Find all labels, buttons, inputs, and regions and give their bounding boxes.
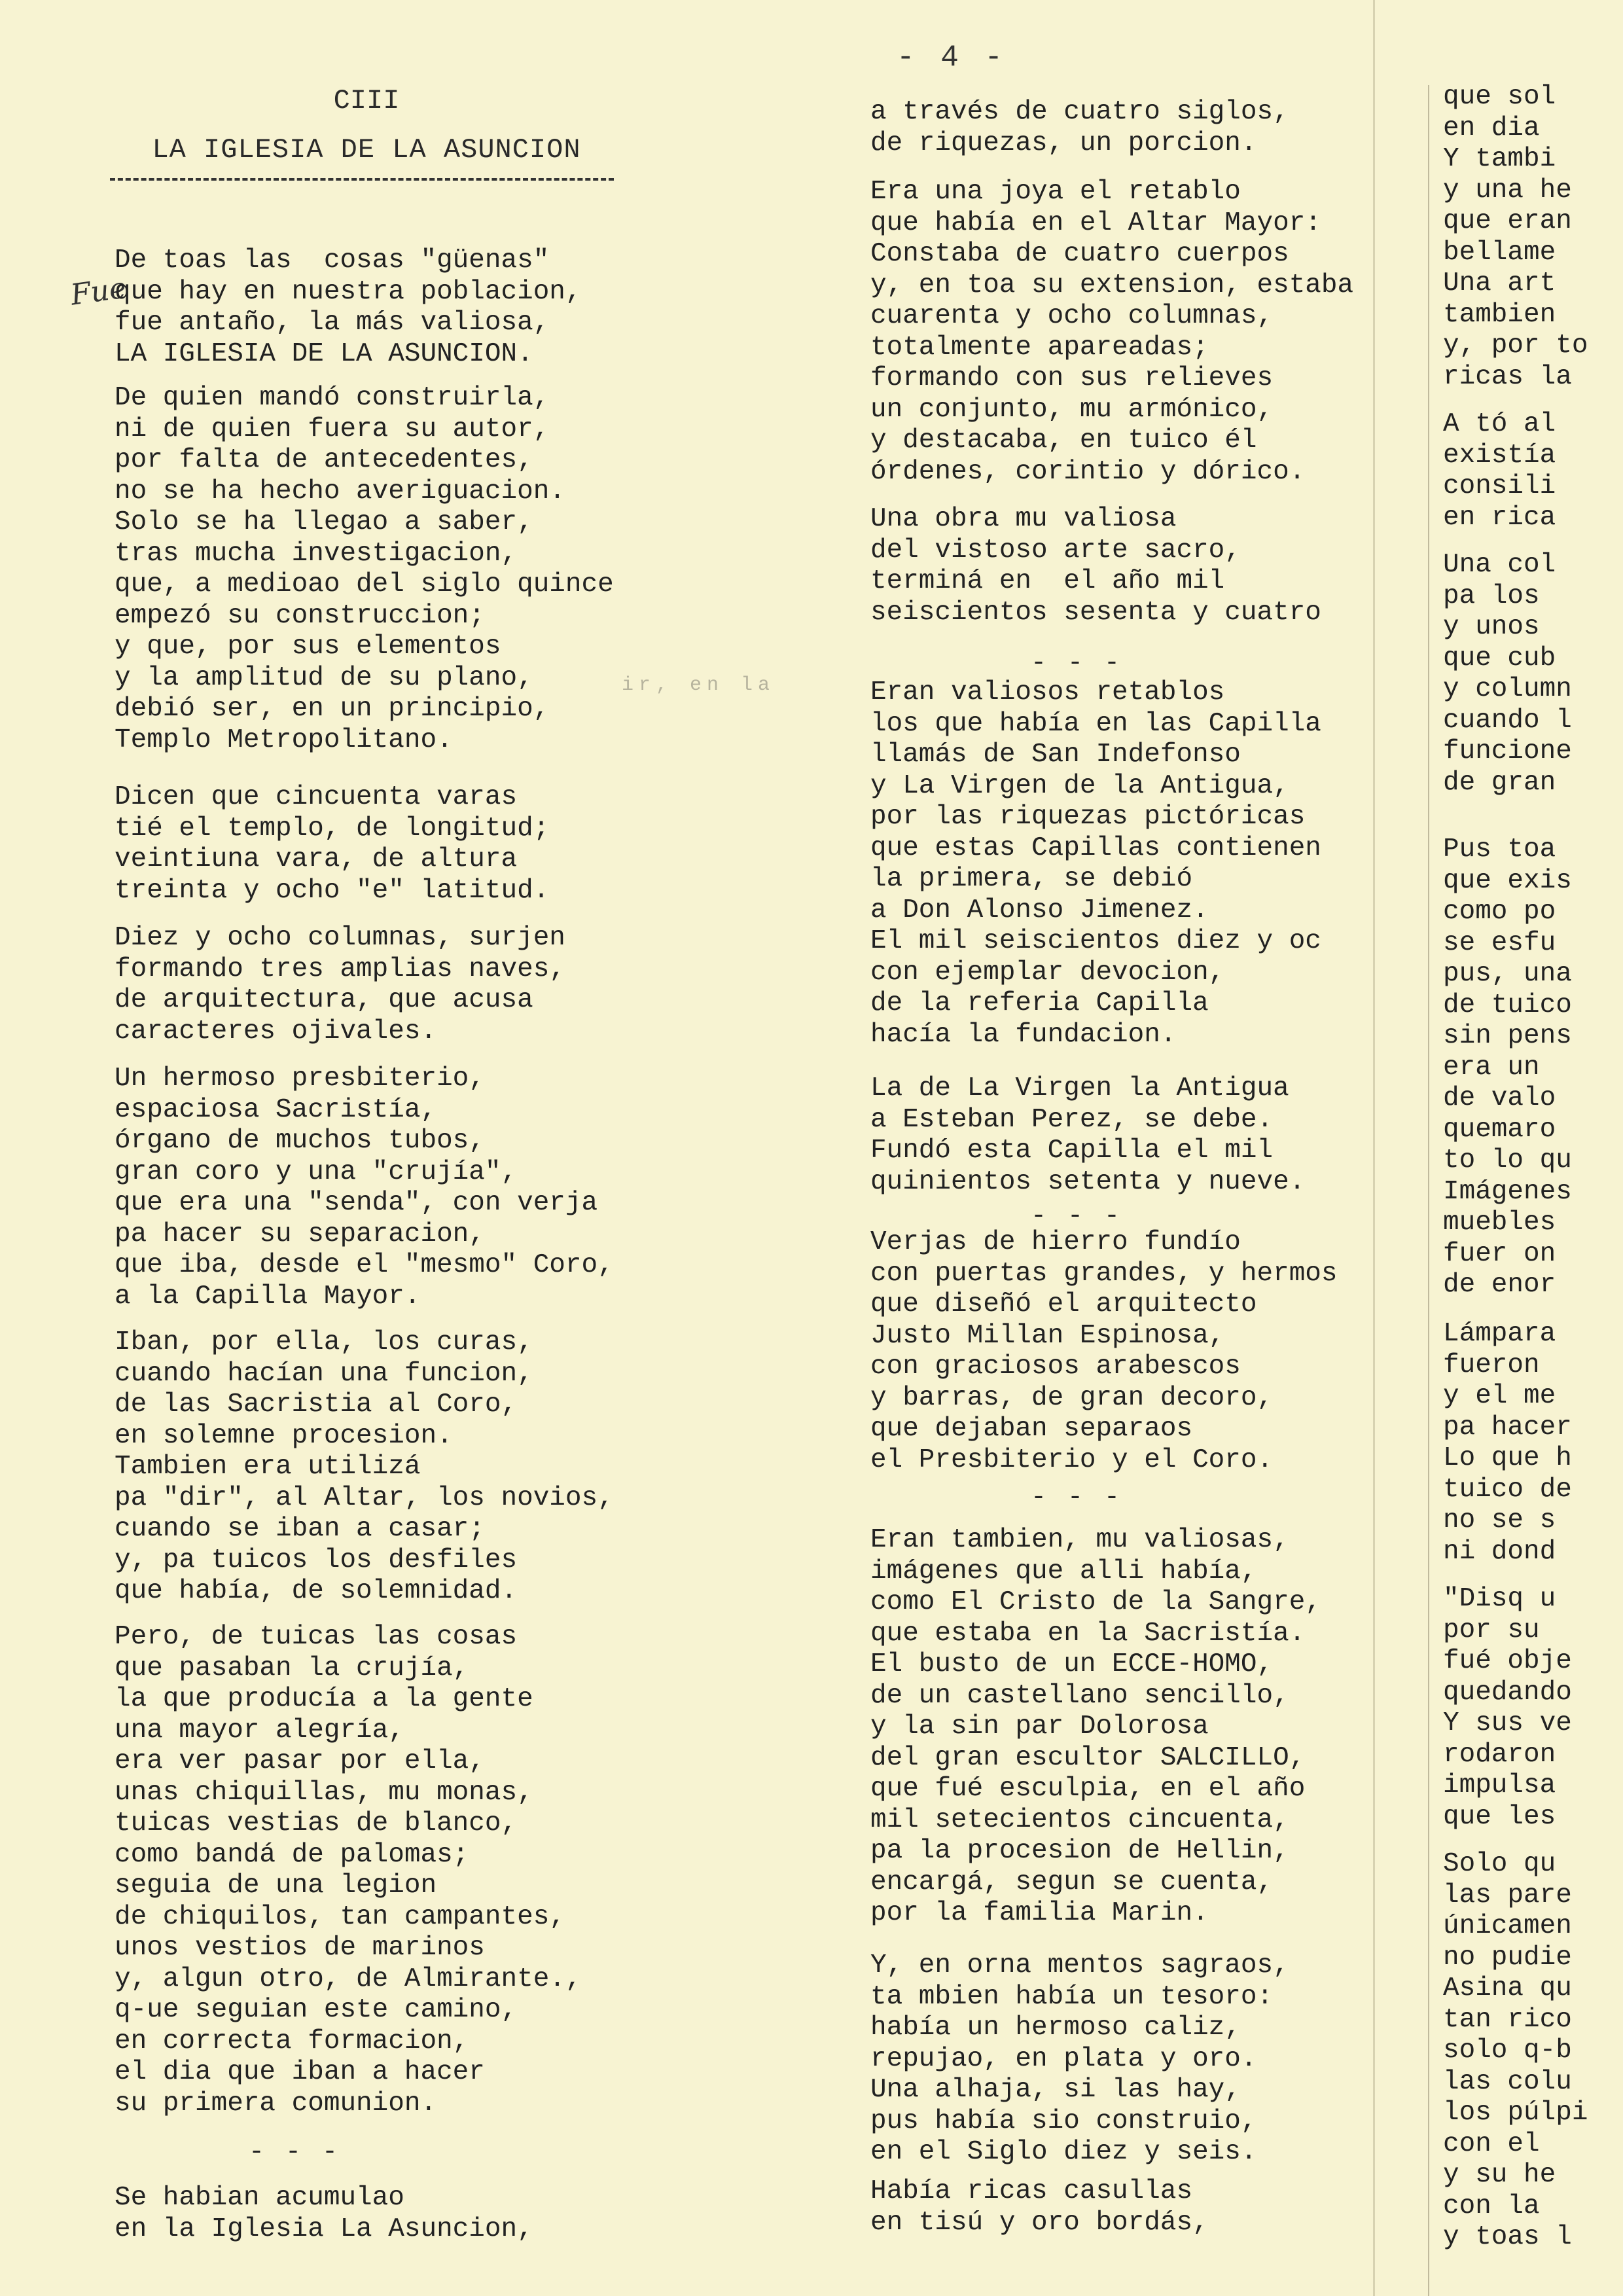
stanza: que sol en dia Y tambi y una he que eran bellame Una art tambien y, por to ricas la bbox=[1443, 82, 1588, 392]
separator: - - - bbox=[1030, 1202, 1123, 1231]
stanza: De toas las cosas "güenas" que hay en nuestra poblacion, fue antaño, la más valiosa, LA IGLESIA DE LA ASUNCION. bbox=[115, 245, 582, 369]
separator: - - - bbox=[1030, 1483, 1123, 1513]
stanza: Verjas de hierro fundío con puertas grandes, y hermos que diseñó el arquitecto Justo Millan Espinosa, con graciosos arabescos y barras, de gran decoro, que dejaban separaos el Presbiterio y el Coro. bbox=[870, 1227, 1338, 1475]
stanza: Iban, por ella, los curas, cuando hacían una funcion, de las Sacristia al Coro, en solemne procesion. Tambien era utilizá pa "dir", al Altar, los novios, cuando se iban a casar; y, pa tuicos los desfiles que había, de solemnidad. bbox=[115, 1327, 614, 1606]
stanza: Diez y ocho columnas, surjen formando tres amplias naves, de arquitectura, que acusa caracteres ojivales. bbox=[115, 923, 565, 1047]
stanza: Se habian acumulao en la Iglesia La Asuncion, bbox=[115, 2183, 533, 2244]
section-number: CIII bbox=[333, 85, 400, 117]
stanza: La de La Virgen la Antigua a Esteban Perez, se debe. Fundó esta Capilla el mil quinientos setenta y nueve. bbox=[870, 1073, 1306, 1197]
bleed-through-text: ir, en la bbox=[622, 674, 776, 696]
stanza: Era una joya el retablo que había en el Altar Mayor: Constaba de cuatro cuerpos y, en toa su extension, estaba cuarenta y ocho columnas, totalmente apareadas; formando con sus relieves un conjunto, mu armónico, y destacaba, en tuico él órdenes, corintio y dórico. bbox=[870, 177, 1354, 487]
stanza: "Disq u por su fué obje quedando Y sus ve rodaron impulsa que les bbox=[1443, 1584, 1572, 1832]
column-3-cropped bbox=[1443, 0, 1623, 2296]
stanza: Una obra mu valiosa del vistoso arte sacro, terminá en el año mil seiscientos sesenta y cuatro bbox=[870, 504, 1321, 628]
stanza: Una col pa los y unos que cub y column cuando l funcione de gran bbox=[1443, 550, 1572, 798]
stanza: Eran valiosos retablos los que había en las Capilla llamás de San Indefonso y La Virgen de la Antigua, por las riquezas pictóricas que estas Capillas contienen la primera, se debió a Don Alonso Jimenez. El mil seiscientos diez y oc con ejemplar devocion, de la referia Capilla hacía la fundacion. bbox=[870, 677, 1321, 1050]
stanza: Eran tambien, mu valiosas, imágenes que alli había, como El Cristo de la Sangre, que estaba en la Sacristía. El busto de un ECCE-HOMO, de un castellano sencillo, y la sin par Dolorosa del gran escultor SALCILLO, que fué esculpia, en el año mil setecientos cincuenta, pa la procesion de Hellin, encargá, segun se cuenta, por la familia Marin. bbox=[870, 1525, 1321, 1928]
page-number: - 4 - bbox=[897, 41, 1007, 75]
separator: - - - bbox=[248, 2138, 341, 2167]
stanza: Pero, de tuicas las cosas que pasaban la crujía, la que producía a la gente una mayor alegría, era ver pasar por ella, unas chiquillas, mu monas, tuicas vestias de blanco, como bandá de palomas; seguia de una legion de chiquilos, tan campantes, unos vestios de marinos y, algun otro, de Almirante., q-ue seguian este camino, en correcta formacion, el dia que iban a hacer su primera comunion. bbox=[115, 1622, 582, 2119]
handwritten-note: Fue bbox=[68, 271, 129, 312]
stanza: Un hermoso presbiterio, espaciosa Sacristía, órgano de muchos tubos, gran coro y una "crujía", que era una "senda", con verja pa hacer su separacion, que iba, desde el "mesmo" Coro, a la Capilla Mayor. bbox=[115, 1064, 614, 1312]
stanza: a través de cuatro siglos, de riquezas, un porcion. bbox=[870, 97, 1289, 158]
stanza: Había ricas casullas en tisú y oro bordás, bbox=[870, 2176, 1209, 2238]
stanza: Solo qu las pare únicamen no pudie Asina qu tan rico solo q-b las colu los púlpi con el y su he con la y toas l bbox=[1443, 1849, 1588, 2252]
stanza: A tó al existía consili en rica bbox=[1443, 409, 1556, 533]
separator: - - - bbox=[1030, 649, 1123, 678]
stanza: Dicen que cincuenta varas tié el templo, de longitud; veintiuna vara, de altura treinta y ocho "e" latitud. bbox=[115, 782, 550, 906]
stanza: Y, en orna mentos sagraos, ta mbien había un tesoro: había un hermoso caliz, repujao, en plata y oro. Una alhaja, si las hay, pus había sio construio, en el Siglo diez y seis. bbox=[870, 1950, 1289, 2167]
stanza: De quien mandó construirla, ni de quien fuera su autor, por falta de antecedentes, no se ha hecho averiguacion. Solo se ha llegao a saber, tras mucha investigacion, que, a medioao del siglo quince empezó su construccion; y que, por sus elementos y la amplitud de su plano, debió ser, en un principio, Templo Metropolitano. bbox=[115, 383, 614, 755]
page-title: LA IGLESIA DE LA ASUNCION bbox=[152, 134, 581, 166]
stanza: Pus toa que exis como po se esfu pus, una de tuico sin pens era un de valo quemaro to lo qu Imágenes muebles fuer on de enor bbox=[1443, 834, 1572, 1300]
column-1 bbox=[115, 0, 723, 2296]
column-2 bbox=[870, 0, 1433, 2296]
stanza: Lámpara fueron y el me pa hacer Lo que h tuico de no se s ni dond bbox=[1443, 1319, 1572, 1567]
